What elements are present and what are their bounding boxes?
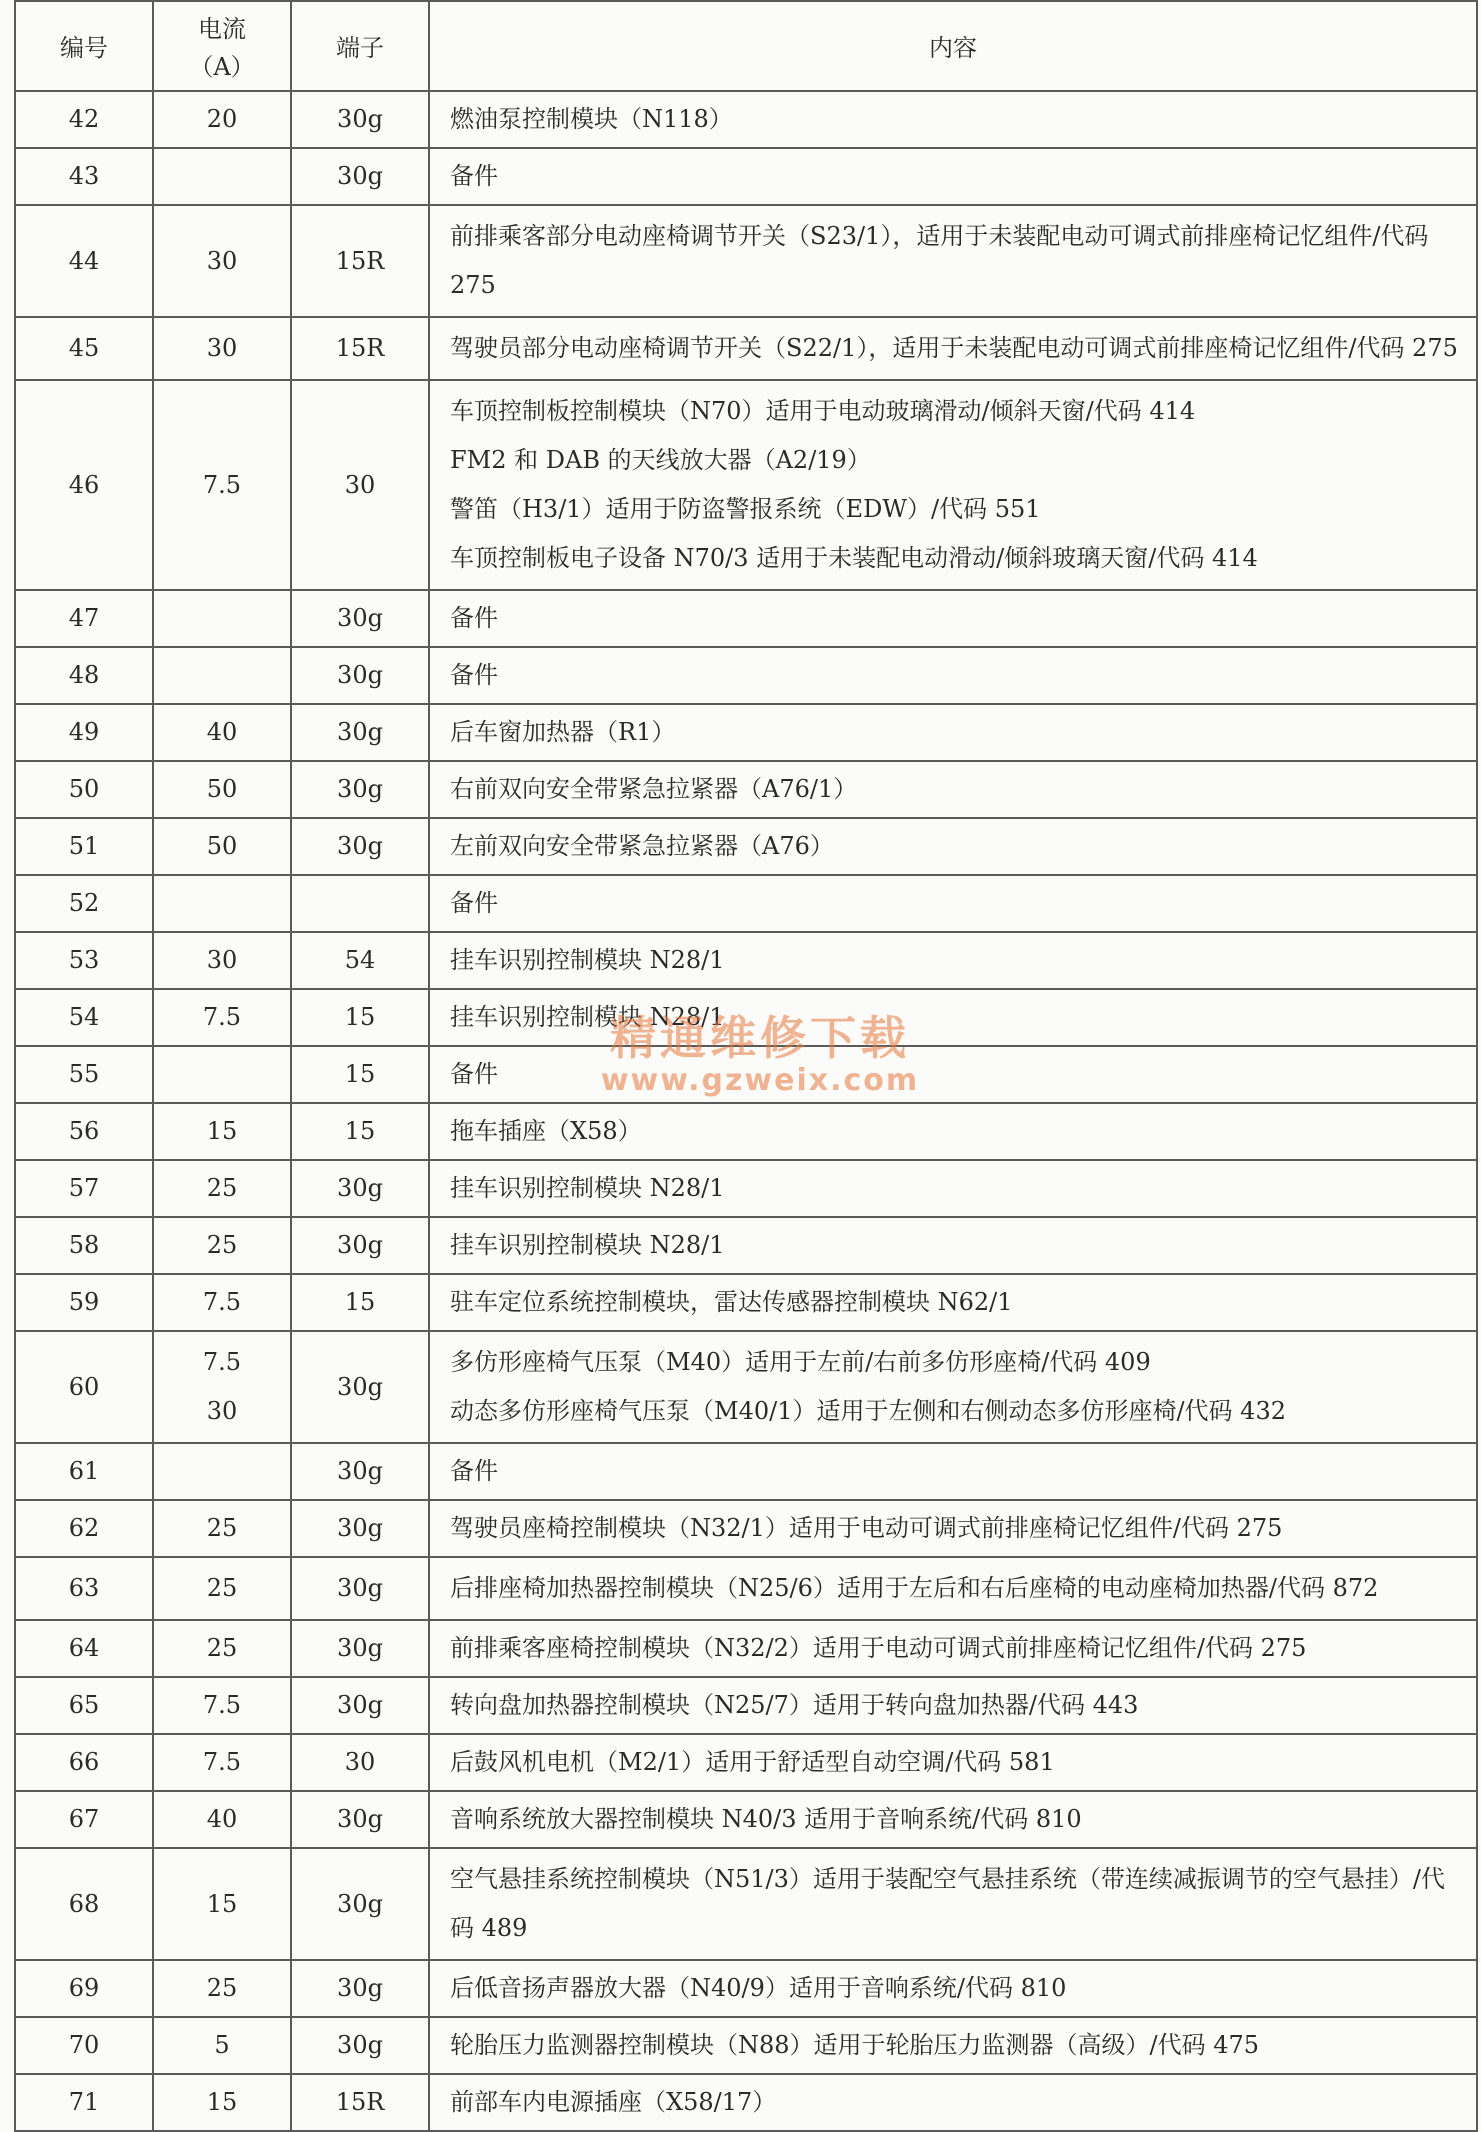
fuse-number: 66 xyxy=(15,1734,153,1791)
fuse-description xyxy=(429,1331,1477,1443)
description-line: 动态多仿形座椅气压泵（M40/1）适用于左侧和右侧动态多仿形座椅/代码 432 xyxy=(450,1397,1286,1425)
fuse-description xyxy=(429,590,1477,647)
fuse-description xyxy=(429,1734,1477,1791)
fuse-terminal: 30g xyxy=(291,1217,429,1274)
fuse-current: 7.5 xyxy=(153,380,291,590)
fuse-terminal: 30g xyxy=(291,1677,429,1734)
description-line: 轮胎压力监测器控制模块（N88）适用于轮胎压力监测器（高级）/代码 475 xyxy=(450,2031,1260,2059)
fuse-number: 54 xyxy=(15,989,153,1046)
fuse-terminal: 15 xyxy=(291,1046,429,1103)
fuse-terminal xyxy=(291,875,429,932)
fuse-terminal: 15 xyxy=(291,1274,429,1331)
table-row xyxy=(15,91,1477,148)
fuse-description xyxy=(429,704,1477,761)
description-line: 备件 xyxy=(450,661,498,689)
table-row xyxy=(15,380,1477,590)
fuse-number: 46 xyxy=(15,380,153,590)
fuse-description xyxy=(429,1046,1477,1103)
description-line: 备件 xyxy=(450,162,498,190)
fuse-terminal: 15R xyxy=(291,205,429,317)
table-row xyxy=(15,761,1477,818)
table-row xyxy=(15,1274,1477,1331)
fuse-number: 63 xyxy=(15,1557,153,1620)
table-row xyxy=(15,148,1477,205)
fuse-current-value: 7.5 xyxy=(202,1348,242,1376)
table-row xyxy=(15,704,1477,761)
description-line: 前部车内电源插座（X58/17） xyxy=(450,2088,777,2116)
description-line: 拖车插座（X58） xyxy=(450,1117,642,1145)
description-line: 备件 xyxy=(450,1457,498,1485)
description-line: 燃油泵控制模块（N118） xyxy=(450,105,733,133)
fuse-description xyxy=(429,380,1477,590)
fuse-description xyxy=(429,1557,1477,1620)
fuse-number: 65 xyxy=(15,1677,153,1734)
fuse-current: 25 xyxy=(153,1620,291,1677)
fuse-terminal: 15R xyxy=(291,317,429,380)
table-row xyxy=(15,1848,1477,1960)
fuse-description xyxy=(429,989,1477,1046)
fuse-current: 50 xyxy=(153,761,291,818)
fuse-description xyxy=(429,1217,1477,1274)
fuse-current: 25 xyxy=(153,1160,291,1217)
fuse-description xyxy=(429,1677,1477,1734)
watermark-url: www.gzweix.com xyxy=(600,1063,920,1098)
description-line: 挂车识别控制模块 N28/1 xyxy=(450,946,725,974)
fuse-current: 15 xyxy=(153,1103,291,1160)
fuse-description xyxy=(429,818,1477,875)
fuse-number: 51 xyxy=(15,818,153,875)
fuse-current: 25 xyxy=(153,1500,291,1557)
description-line: 备件 xyxy=(450,889,498,917)
fuse-description xyxy=(429,1620,1477,1677)
description-line: 左前双向安全带紧急拉紧器（A76） xyxy=(450,832,834,860)
fuse-current: 7.5 xyxy=(153,989,291,1046)
fuse-terminal: 30g xyxy=(291,704,429,761)
fuse-terminal: 30g xyxy=(291,1557,429,1620)
fuse-terminal: 54 xyxy=(291,932,429,989)
description-line: 驾驶员部分电动座椅调节开关（S22/1），适用于未装配电动可调式前排座椅记忆组件/代码 275 xyxy=(450,334,1458,362)
fuse-terminal: 30g xyxy=(291,761,429,818)
fuse-current xyxy=(153,1331,291,1443)
fuse-terminal: 30g xyxy=(291,2017,429,2074)
fuse-number: 48 xyxy=(15,647,153,704)
table-row xyxy=(15,818,1477,875)
fuse-description xyxy=(429,2074,1477,2131)
fuse-number: 59 xyxy=(15,1274,153,1331)
description-line: 后鼓风机电机（M2/1）适用于舒适型自动空调/代码 581 xyxy=(450,1748,1055,1776)
table-row xyxy=(15,1557,1477,1620)
fuse-description xyxy=(429,91,1477,148)
fuse-description xyxy=(429,875,1477,932)
fuse-current: 25 xyxy=(153,1960,291,2017)
fuse-number: 57 xyxy=(15,1160,153,1217)
fuse-number: 42 xyxy=(15,91,153,148)
fuse-description xyxy=(429,205,1477,317)
fuse-description xyxy=(429,1274,1477,1331)
fuse-description xyxy=(429,647,1477,704)
fuse-number: 45 xyxy=(15,317,153,380)
fuse-number: 53 xyxy=(15,932,153,989)
fuse-description xyxy=(429,1103,1477,1160)
header-amp: 电流（A） xyxy=(153,1,291,91)
table-row xyxy=(15,875,1477,932)
fuse-current: 7.5 xyxy=(153,1677,291,1734)
description-line: 后车窗加热器（R1） xyxy=(450,718,676,746)
fuse-current: 30 xyxy=(153,317,291,380)
description-line: 警笛（H3/1）适用于防盗警报系统（EDW）/代码 551 xyxy=(450,495,1041,523)
table-row xyxy=(15,2017,1477,2074)
fuse-current: 25 xyxy=(153,1217,291,1274)
table-row xyxy=(15,647,1477,704)
fuse-number: 43 xyxy=(15,148,153,205)
fuse-number: 70 xyxy=(15,2017,153,2074)
fuse-current: 7.5 xyxy=(153,1274,291,1331)
fuse-current: 50 xyxy=(153,818,291,875)
table-row xyxy=(15,205,1477,317)
fuse-terminal: 30g xyxy=(291,1160,429,1217)
fuse-terminal: 15 xyxy=(291,1103,429,1160)
fuse-terminal: 30g xyxy=(291,1443,429,1500)
fuse-number: 44 xyxy=(15,205,153,317)
fuse-current: 30 xyxy=(153,932,291,989)
table-row xyxy=(15,1620,1477,1677)
fuse-current: 7.5 xyxy=(153,1734,291,1791)
fuse-terminal: 30 xyxy=(291,380,429,590)
fuse-number: 55 xyxy=(15,1046,153,1103)
fuse-terminal: 30g xyxy=(291,590,429,647)
fuse-number: 67 xyxy=(15,1791,153,1848)
fuse-current: 40 xyxy=(153,704,291,761)
fuse-current xyxy=(153,590,291,647)
fuse-current: 5 xyxy=(153,2017,291,2074)
fuse-description xyxy=(429,1500,1477,1557)
fuse-current xyxy=(153,148,291,205)
table-row xyxy=(15,590,1477,647)
header-num: 编号 xyxy=(15,1,153,91)
table-row xyxy=(15,1217,1477,1274)
fuse-current: 20 xyxy=(153,91,291,148)
fuse-terminal: 15 xyxy=(291,989,429,1046)
header-row xyxy=(15,1,1477,91)
description-line: 挂车识别控制模块 N28/1 xyxy=(450,1231,725,1259)
description-line: 右前双向安全带紧急拉紧器（A76/1） xyxy=(450,775,858,803)
fuse-current: 15 xyxy=(153,2074,291,2131)
table-row xyxy=(15,1046,1477,1103)
fuse-current xyxy=(153,875,291,932)
description-line: 车顶控制板电子设备 N70/3 适用于未装配电动滑动/倾斜玻璃天窗/代码 414 xyxy=(450,544,1258,572)
table-row xyxy=(15,317,1477,380)
fuse-table xyxy=(14,0,1478,2132)
description-line: 驾驶员座椅控制模块（N32/1）适用于电动可调式前排座椅记忆组件/代码 275 xyxy=(450,1514,1283,1542)
fuse-number: 60 xyxy=(15,1331,153,1443)
table-row xyxy=(15,1331,1477,1443)
fuse-description xyxy=(429,1443,1477,1500)
fuse-terminal: 30g xyxy=(291,1791,429,1848)
fuse-terminal: 30g xyxy=(291,1500,429,1557)
description-line: 前排乘客部分电动座椅调节开关（S23/1），适用于未装配电动可调式前排座椅记忆组件/代码 275 xyxy=(450,222,1429,299)
fuse-description xyxy=(429,1160,1477,1217)
table-row xyxy=(15,1677,1477,1734)
watermark-cn: 精通维修下载 xyxy=(610,1011,910,1065)
table-row xyxy=(15,1500,1477,1557)
fuse-number: 58 xyxy=(15,1217,153,1274)
fuse-terminal: 30g xyxy=(291,1331,429,1443)
table-row xyxy=(15,1103,1477,1160)
fuse-description xyxy=(429,1960,1477,2017)
fuse-terminal: 30g xyxy=(291,818,429,875)
fuse-current xyxy=(153,1443,291,1500)
table-row xyxy=(15,1791,1477,1848)
fuse-number: 69 xyxy=(15,1960,153,2017)
description-line: 备件 xyxy=(450,1060,498,1088)
fuse-number: 68 xyxy=(15,1848,153,1960)
fuse-current xyxy=(153,647,291,704)
description-line: 转向盘加热器控制模块（N25/7）适用于转向盘加热器/代码 443 xyxy=(450,1691,1139,1719)
fuse-description xyxy=(429,317,1477,380)
fuse-current-value: 30 xyxy=(206,1397,238,1425)
table-row xyxy=(15,989,1477,1046)
header-term: 端子 xyxy=(291,1,429,91)
fuse-number: 56 xyxy=(15,1103,153,1160)
fuse-description xyxy=(429,148,1477,205)
fuse-terminal: 30g xyxy=(291,1960,429,2017)
description-line: 多仿形座椅气压泵（M40）适用于左前/右前多仿形座椅/代码 409 xyxy=(450,1348,1151,1376)
fuse-current: 15 xyxy=(153,1848,291,1960)
table-row xyxy=(15,1443,1477,1500)
header-content: 内容 xyxy=(429,1,1477,91)
description-line: 后排座椅加热器控制模块（N25/6）适用于左后和右后座椅的电动座椅加热器/代码 872 xyxy=(450,1574,1379,1602)
fuse-terminal: 30g xyxy=(291,1848,429,1960)
fuse-description xyxy=(429,1848,1477,1960)
fuse-terminal: 30g xyxy=(291,91,429,148)
fuse-current: 40 xyxy=(153,1791,291,1848)
fuse-terminal: 15R xyxy=(291,2074,429,2131)
fuse-terminal: 30g xyxy=(291,1620,429,1677)
fuse-current xyxy=(153,1046,291,1103)
description-line: 车顶控制板控制模块（N70）适用于电动玻璃滑动/倾斜天窗/代码 414 xyxy=(450,397,1196,425)
table-row xyxy=(15,1160,1477,1217)
description-line: 备件 xyxy=(450,604,498,632)
table-row xyxy=(15,1960,1477,2017)
fuse-description xyxy=(429,932,1477,989)
description-line: FM2 和 DAB 的天线放大器（A2/19） xyxy=(450,446,871,474)
fuse-description xyxy=(429,1791,1477,1848)
fuse-terminal: 30g xyxy=(291,148,429,205)
description-line: 挂车识别控制模块 N28/1 xyxy=(450,1003,725,1031)
fuse-terminal: 30g xyxy=(291,647,429,704)
fuse-number: 49 xyxy=(15,704,153,761)
fuse-number: 50 xyxy=(15,761,153,818)
fuse-number: 61 xyxy=(15,1443,153,1500)
fuse-description xyxy=(429,2017,1477,2074)
description-line: 音响系统放大器控制模块 N40/3 适用于音响系统/代码 810 xyxy=(450,1805,1082,1833)
description-line: 挂车识别控制模块 N28/1 xyxy=(450,1174,725,1202)
table-row xyxy=(15,2074,1477,2131)
fuse-terminal: 30 xyxy=(291,1734,429,1791)
description-line: 后低音扬声器放大器（N40/9）适用于音响系统/代码 810 xyxy=(450,1974,1067,2002)
table-row xyxy=(15,932,1477,989)
fuse-current: 25 xyxy=(153,1557,291,1620)
description-line: 驻车定位系统控制模块，雷达传感器控制模块 N62/1 xyxy=(450,1288,1013,1316)
description-line: 前排乘客座椅控制模块（N32/2）适用于电动可调式前排座椅记忆组件/代码 275 xyxy=(450,1634,1307,1662)
table-row xyxy=(15,1734,1477,1791)
fuse-description xyxy=(429,761,1477,818)
description-line: 空气悬挂系统控制模块（N51/3）适用于装配空气悬挂系统（带连续减振调节的空气悬挂）/代码 489 xyxy=(450,1865,1445,1942)
fuse-number: 52 xyxy=(15,875,153,932)
fuse-number: 71 xyxy=(15,2074,153,2131)
fuse-number: 62 xyxy=(15,1500,153,1557)
fuse-number: 47 xyxy=(15,590,153,647)
fuse-current: 30 xyxy=(153,205,291,317)
fuse-number: 64 xyxy=(15,1620,153,1677)
